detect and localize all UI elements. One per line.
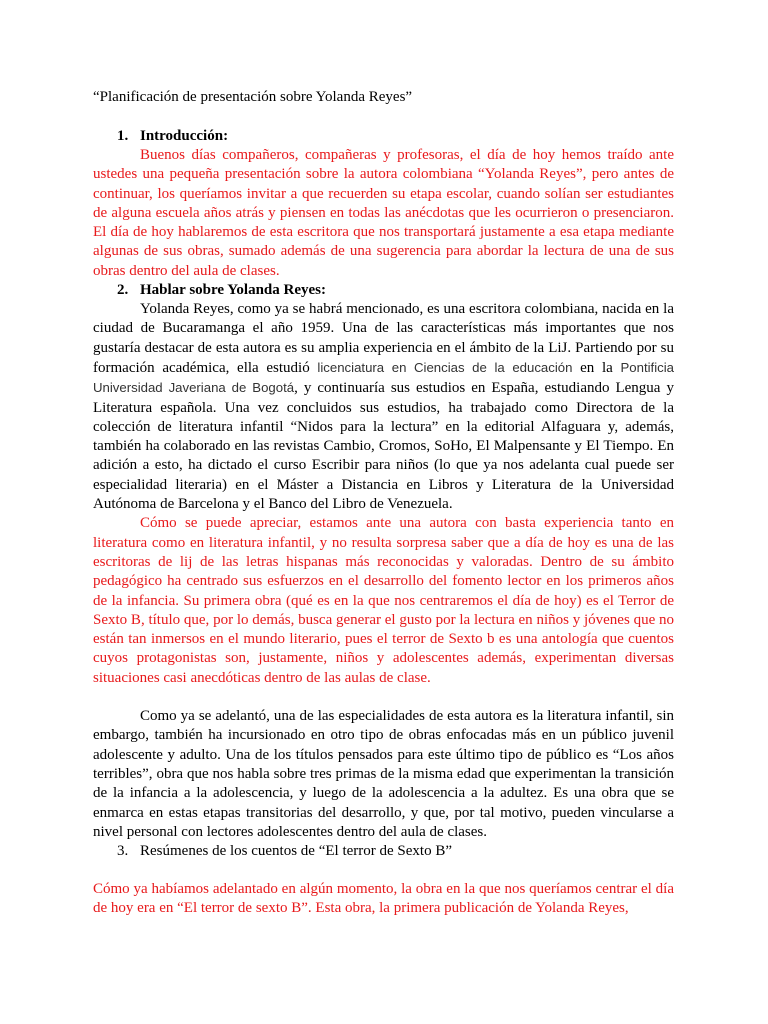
document-page [93, 88, 674, 919]
section-3-heading [93, 842, 674, 861]
section-1-title: Introducción: [140, 128, 229, 144]
section-1-heading [93, 127, 674, 146]
experience-paragraph: Cómo se puede apreciar, estamos ante una autora con basta experiencia tanto en literatura como en literatura infantil, y no resulta sorpresa saber que a día de hoy es una de las escritoras de lij de las letras hispanas más reconocidas y valoradas. Dentro de su ámbito pedagógico ha centrado sus esfuerzos en el desarrollo del fomento lector en los primeros años de la infancia. Su primera obra (qué es en la que nos centraremos el día de hoy) es el Terror de Sexto B, título que, por lo demás, busca generar el gusto por la lectura en niños y jóvenes que no están tan inmersos en el mundo literario, pues el terror de Sexto b es una antología que cuentos cuyos protagonistas son, justamente, niños y adolescentes además, experimentan diversas situaciones casi anecdóticas dentro de las aulas de clase. [93, 515, 674, 686]
biography-text-1: Yolanda Reyes, como ya se habrá mencionado, es una escritora colombiana, nacida en la ciudad de Bucaramanga el año 1959. Una de las características más importantes que nos gustaría destacar de esta autora es su amplia experiencia en el ámbito de la LiJ. Partiendo por su formación académica, ella estudió [93, 301, 674, 376]
biography-paragraph [93, 300, 674, 514]
summary-paragraph: Cómo ya habíamos adelantado en algún momento, la obra en la que nos queríamos centrar el día de hoy era en “El terror de sexto B”. Esta obra, la primera publicación de Yolanda Reyes, [93, 881, 674, 917]
section-3-title: Resúmenes de los cuentos de “El terror de Sexto B” [140, 843, 452, 860]
paragraph-spacer-2 [93, 861, 674, 880]
intro-paragraph: Buenos días compañeros, compañeras y profesoras, el día de hoy hemos traído ante ustedes una pequeña presentación sobre la autora colombiana “Yolanda Reyes”, pero antes de continuar, los queríamos invitar a que recuerden su etapa escolar, cuando solían ser estudiantes de alguna escuela años atrás y piensen en todas las anécdotas que les ocurrieron o presenciaron. El día de hoy hablaremos de esta escritora que nos transportará justamente a esa etapa mediante algunas de sus obras, sumado además de una sugerencia para abordar la lectura de una de sus obras dentro del aula de clases. [93, 147, 674, 279]
document-title: “Planificación de presentación sobre Yolanda Reyes” [93, 89, 413, 105]
biography-text-2: en la [572, 359, 621, 376]
section-1-number: 1. [117, 128, 129, 144]
university-text: Pontificia Universidad Javeriana de Bogotá [93, 359, 675, 396]
works-paragraph: Como ya se adelantó, una de las especialidades de esta autora es la literatura infantil, sin embargo, también ha incursionado en otro tipo de obras enfocadas más en un público juvenil adolescente y adulto. Una de los títulos pensados para este último tipo de público es “Los años terribles”, obra que nos habla sobre tres primas de la misma edad que experimentan la transición de la infancia a la adolescencia, y luego de la adolescencia a la adultez. Es una obra que se enmarca en estas etapas transitorias del desarrollo, y que, por tal motivo, pueden vincularse a nivel personal con lectores adolescentes dentro del aula de clases. [93, 708, 674, 840]
paragraph-spacer [93, 688, 674, 707]
section-2-title: Hablar sobre Yolanda Reyes: [140, 282, 326, 299]
degree-text: licenciatura en Ciencias de la educación [317, 359, 573, 375]
biography-text-3: , y continuaría sus estudios en España, estudiando Lengua y Literatura española. Una vez concluidos sus estudios, ha trabajado como Directora de la colección de literatura infantil “Nidos para la lectura” en la editorial Alfaguara y, además, también ha colaborado en las revistas Cambio, Cromos, SoHo, El Malpensante y El Tiempo. En adición a esto, ha dictado el curso Escribir para niños (lo que ya nos adelanta cual puede ser especialidad literaria) en el Máster a Distancia en Libros y Literatura de la Universidad Autónoma de Barcelona y el Banco del Libro de Venezuela. [93, 380, 674, 513]
section-2-heading [93, 281, 674, 300]
section-2-number: 2. [117, 282, 129, 299]
section-3-number: 3. [117, 843, 129, 860]
